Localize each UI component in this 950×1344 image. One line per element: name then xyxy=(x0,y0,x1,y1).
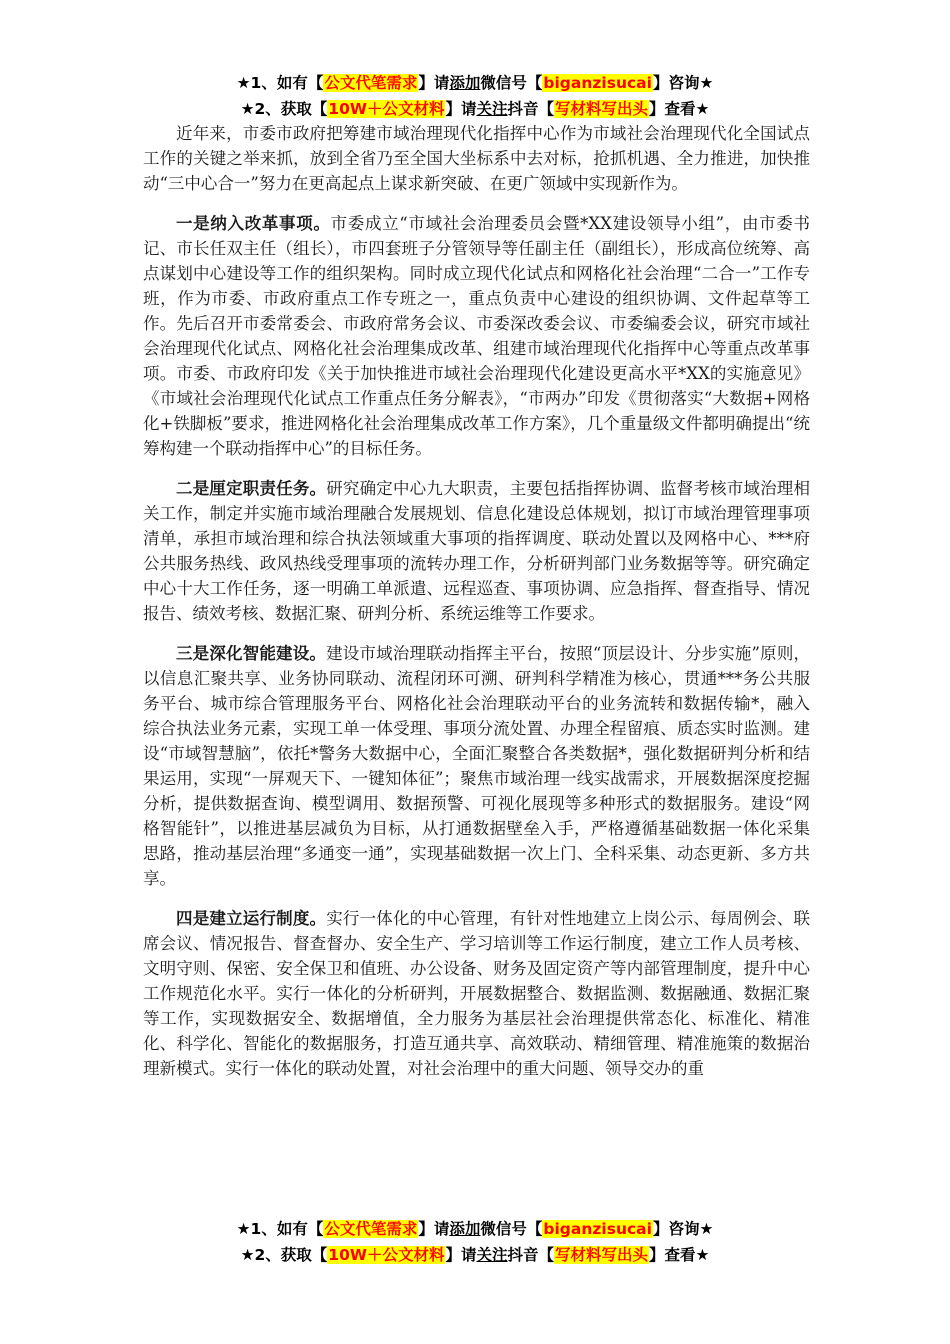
paragraph-text: 近年来，市委市政府把筹建市域治理现代化指挥中心作为市域社会治理现代化全国试点工作的关键之举来抓，放到全省乃至全国大坐标系中去对标，抢抓机遇、全力推进，加快推动“三中心合一”努力在更高起点上谋求新突破、在更广领域中实现新作为。 xyxy=(143,124,810,193)
promo-text: 抖音【 xyxy=(507,100,554,118)
promo-text: 】查看★ xyxy=(649,100,710,118)
section-paragraph-1 xyxy=(143,211,810,461)
star-icon: ★ xyxy=(240,1246,255,1264)
promo-text: 1、如有【 xyxy=(250,1220,324,1238)
promo-text: 微信号【 xyxy=(480,74,543,92)
promo-text: 2、获取【 xyxy=(254,1246,328,1264)
section-paragraph-2 xyxy=(143,476,810,626)
section-paragraph-3 xyxy=(143,641,810,891)
star-icon: ★ xyxy=(236,1220,251,1238)
promo-text: 1、如有【 xyxy=(250,74,324,92)
promo-text: 】请 xyxy=(418,1220,450,1238)
intro-paragraph xyxy=(143,121,810,196)
promo-line-2 xyxy=(0,1242,950,1268)
promo-text: 2、获取【 xyxy=(254,100,328,118)
highlight-douyin: 写材料写出头 xyxy=(555,1246,649,1264)
highlight-wechat-id: biganzisucai xyxy=(543,1220,652,1238)
promo-text: 微信号【 xyxy=(480,1220,543,1238)
promo-banner-bottom xyxy=(0,1216,950,1268)
paragraph-text: 建设市域治理联动指挥主平台，按照“顶层设计、分步实施”原则，以信息汇聚共享、业务协同联动、流程闭环可溯、研判科学精准为核心，贯通***务公共服务平台、城市综合管理服务平台、网格化社会治理联动平台的业务流转和数据传输*，融入综合执法业务元素，实现工单一体受理、事项分流处置、办理全程留痕、质态实时监测。建设“市域智慧脑”，依托*警务大数据中心，全面汇聚整合各类数据*，强化数据研判分析和结果运用，实现“一屏观天下、一键知体征”；聚焦市域治理一线实战需求，开展数据深度挖掘分析，提供数据查询、模型调用、数据预警、可视化展现等多种形式的数据服务。建设“网格智能针”，以推进基层减负为目标，从打通数据壁垒入手，严格遵循基础数据一体化采集思路，推动基层治理“多通变一通”，实现基础数据一次上门、全科采集、动态更新、多方共享。 xyxy=(143,644,811,888)
promo-text: 】查看★ xyxy=(649,1246,710,1264)
star-icon: ★ xyxy=(236,74,251,92)
promo-text: 】请 xyxy=(445,1246,477,1264)
highlight-douyin: 写材料写出头 xyxy=(555,100,649,118)
promo-text: 】请 xyxy=(418,74,450,92)
document-body xyxy=(143,121,810,1096)
underlined-add: 添加 xyxy=(449,1220,481,1238)
section-heading: 二是厘定职责任务。 xyxy=(176,479,327,498)
underlined-follow: 关注 xyxy=(476,100,508,118)
highlight-materials: 10W＋公文材料 xyxy=(328,100,445,118)
section-paragraph-4 xyxy=(143,906,810,1081)
star-icon: ★ xyxy=(240,100,255,118)
highlight-service: 公文代笔需求 xyxy=(324,1220,418,1238)
promo-text: 】请 xyxy=(445,100,477,118)
promo-line-2 xyxy=(0,96,950,122)
promo-text: 】咨询★ xyxy=(652,1220,714,1238)
section-heading: 四是建立运行制度。 xyxy=(176,909,327,928)
highlight-materials: 10W＋公文材料 xyxy=(328,1246,445,1264)
promo-line-1 xyxy=(0,70,950,96)
paragraph-text: 实行一体化的中心管理，有针对性地建立上岗公示、每周例会、联席会议、情况报告、督查督办、安全生产、学习培训等工作运行制度，建立工作人员考核、文明守则、保密、安全保卫和值班、办公设备、财务及固定资产等内部管理制度，提升中心工作规范化水平。实行一体化的分析研判，开展数据整合、数据监测、数据融通、数据汇聚等工作，实现数据安全、数据增值，全力服务为基层社会治理提供常态化、标准化、精准化、科学化、智能化的数据服务，打造互通共享、高效联动、精细管理、精准施策的数据治理新模式。实行一体化的联动处置，对社会治理中的重大问题、领导交办的重 xyxy=(143,909,811,1078)
underlined-follow: 关注 xyxy=(476,1246,508,1264)
section-heading: 三是深化智能建设。 xyxy=(176,644,327,663)
promo-text: 抖音【 xyxy=(507,1246,554,1264)
paragraph-text: 市委成立“市域社会治理委员会暨*XX建设领导小组”，由市委书记、市长任双主任（组长），市四套班子分管领导等任副主任（副组长），形成高位统筹、高点谋划中心建设等工作的组织架构。同时成立现代化试点和网格化社会治理“二合一”工作专班，作为市委、市政府重点工作专班之一，重点负责中心建设的组织协调、文件起草等工作。先后召开市委常委会、市政府常务会议、市委深改委会议、市委编委会议，研究市域社会治理现代化试点、网格化社会治理集成改革、组建市域治理现代化指挥中心等重点改革事项。市委、市政府印发《关于加快推进市域社会治理现代化建设更高水平*XX的实施意见》《市域社会治理现代化试点工作重点任务分解表》，“市两办”印发《贯彻落实“大数据+网格化+铁脚板”要求，推进网格化社会治理集成改革工作方案》，几个重量级文件都明确提出“统筹构建一个联动指挥中心”的目标任务。 xyxy=(143,214,810,458)
section-heading: 一是纳入改革事项。 xyxy=(176,214,331,233)
promo-banner-top xyxy=(0,70,950,122)
promo-text: 】咨询★ xyxy=(652,74,714,92)
highlight-service: 公文代笔需求 xyxy=(324,74,418,92)
highlight-wechat-id: biganzisucai xyxy=(543,74,652,92)
paragraph-text: 研究确定中心九大职责，主要包括指挥协调、监督考核市域治理相关工作，制定并实施市域治理融合发展规划、信息化建设总体规划，拟订市域治理管理事项清单，承担市域治理和综合执法领域重大事项的指挥调度、联动处置以及网格中心、***府公共服务热线、政风热线受理事项的流转办理工作，分析研判部门业务数据等等。研究确定中心十大工作任务，逐一明确工单派遣、远程巡查、事项协调、应急指挥、督查指导、情况报告、绩效考核、数据汇聚、研判分析、系统运维等工作要求。 xyxy=(143,479,811,623)
underlined-add: 添加 xyxy=(449,74,481,92)
promo-line-1 xyxy=(0,1216,950,1242)
